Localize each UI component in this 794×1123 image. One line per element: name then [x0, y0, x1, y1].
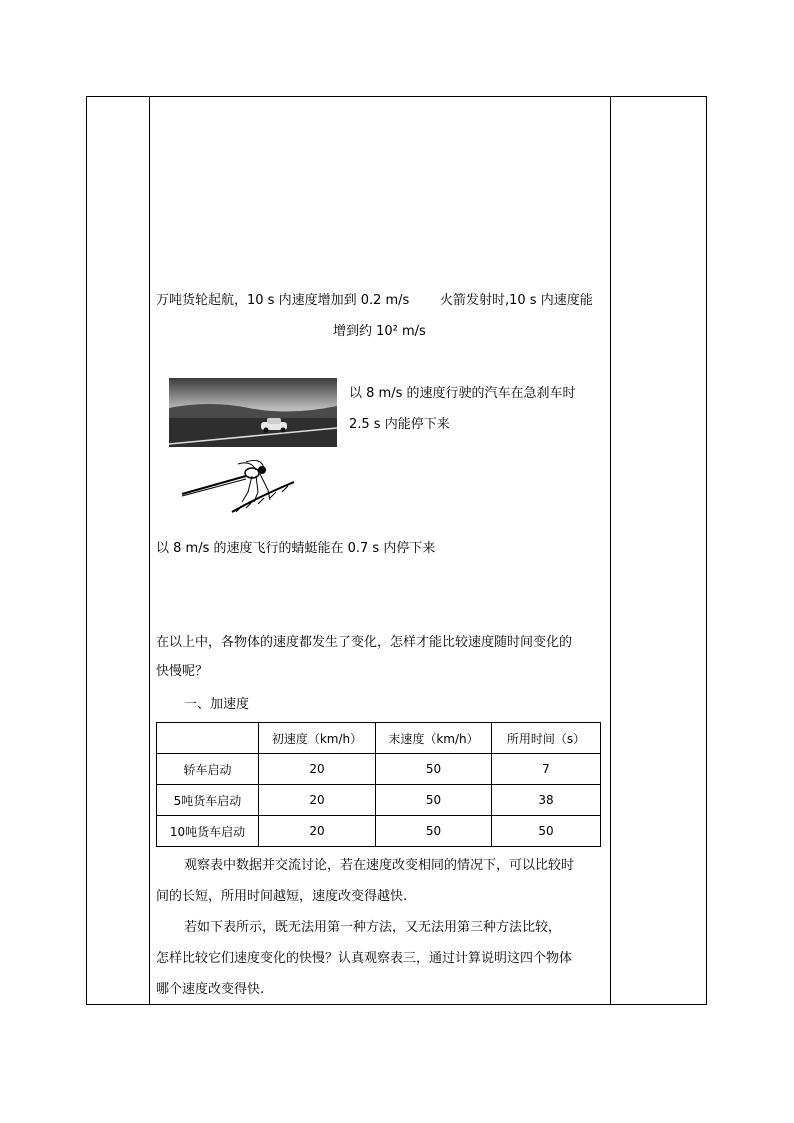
paragraph1-line1: 观察表中数据并交流讨论，若在速度改变相同的情况下，可以比较时 — [184, 858, 575, 873]
paragraph1-line2: 间的长短，所用时间越短，速度改变得越快. — [156, 889, 408, 904]
table-cell: 50 — [492, 816, 601, 847]
column-divider-left — [149, 96, 150, 1005]
paragraph2-line2: 怎样比较它们速度变化的快慢？认真观察表三，通过计算说明这四个物体 — [156, 951, 573, 966]
question-line2: 快慢呢？ — [156, 664, 209, 679]
table-row — [157, 785, 601, 816]
rocket-text-line2: 增到约 10² m/s — [333, 324, 426, 339]
paragraph2-line1: 若如下表所示，既无法用第一种方法，又无法用第三种方法比较， — [184, 920, 562, 935]
paragraph2-line3: 哪个速度改变得快. — [156, 982, 265, 997]
table-header-cell: 末速度（km/h） — [376, 723, 492, 754]
table-cell: 50 — [376, 785, 492, 816]
dragonfly-illustration — [176, 458, 296, 514]
table-header-row — [157, 723, 601, 754]
table-cell: 20 — [259, 816, 376, 847]
table-cell: 50 — [376, 754, 492, 785]
table-cell: 7 — [492, 754, 601, 785]
car-photo — [169, 378, 337, 447]
table-row — [157, 816, 601, 847]
car-text-line1: 以 8 m/s 的速度行驶的汽车在急刹车时 — [349, 386, 576, 401]
question-line1: 在以上中，各物体的速度都发生了变化，怎样才能比较速度随时间变化的 — [156, 635, 573, 650]
speed-data-table — [156, 722, 601, 847]
table-header-cell — [157, 723, 259, 754]
table-cell: 20 — [259, 785, 376, 816]
table-row — [157, 754, 601, 785]
table-header-cell: 所用时间（s） — [492, 723, 601, 754]
table-cell: 10吨货车启动 — [157, 816, 259, 847]
dragonfly-text: 以 8 m/s 的速度飞行的蜻蜓能在 0.7 s 内停下来 — [156, 541, 436, 556]
table-cell: 50 — [376, 816, 492, 847]
table-cell: 20 — [259, 754, 376, 785]
car-text-line2: 2.5 s 内能停下来 — [349, 417, 450, 432]
rocket-text-line1: 火箭发射时,10 s 内速度能 — [440, 293, 593, 308]
column-divider-right — [610, 96, 611, 1005]
section-heading: 一、加速度 — [184, 697, 250, 712]
table-cell: 38 — [492, 785, 601, 816]
table-cell: 轿车启动 — [157, 754, 259, 785]
table-cell: 5吨货车启动 — [157, 785, 259, 816]
ship-text: 万吨货轮起航，10 s 内速度增加到 0.2 m/s — [156, 293, 410, 308]
table-header-cell: 初速度（km/h） — [259, 723, 376, 754]
